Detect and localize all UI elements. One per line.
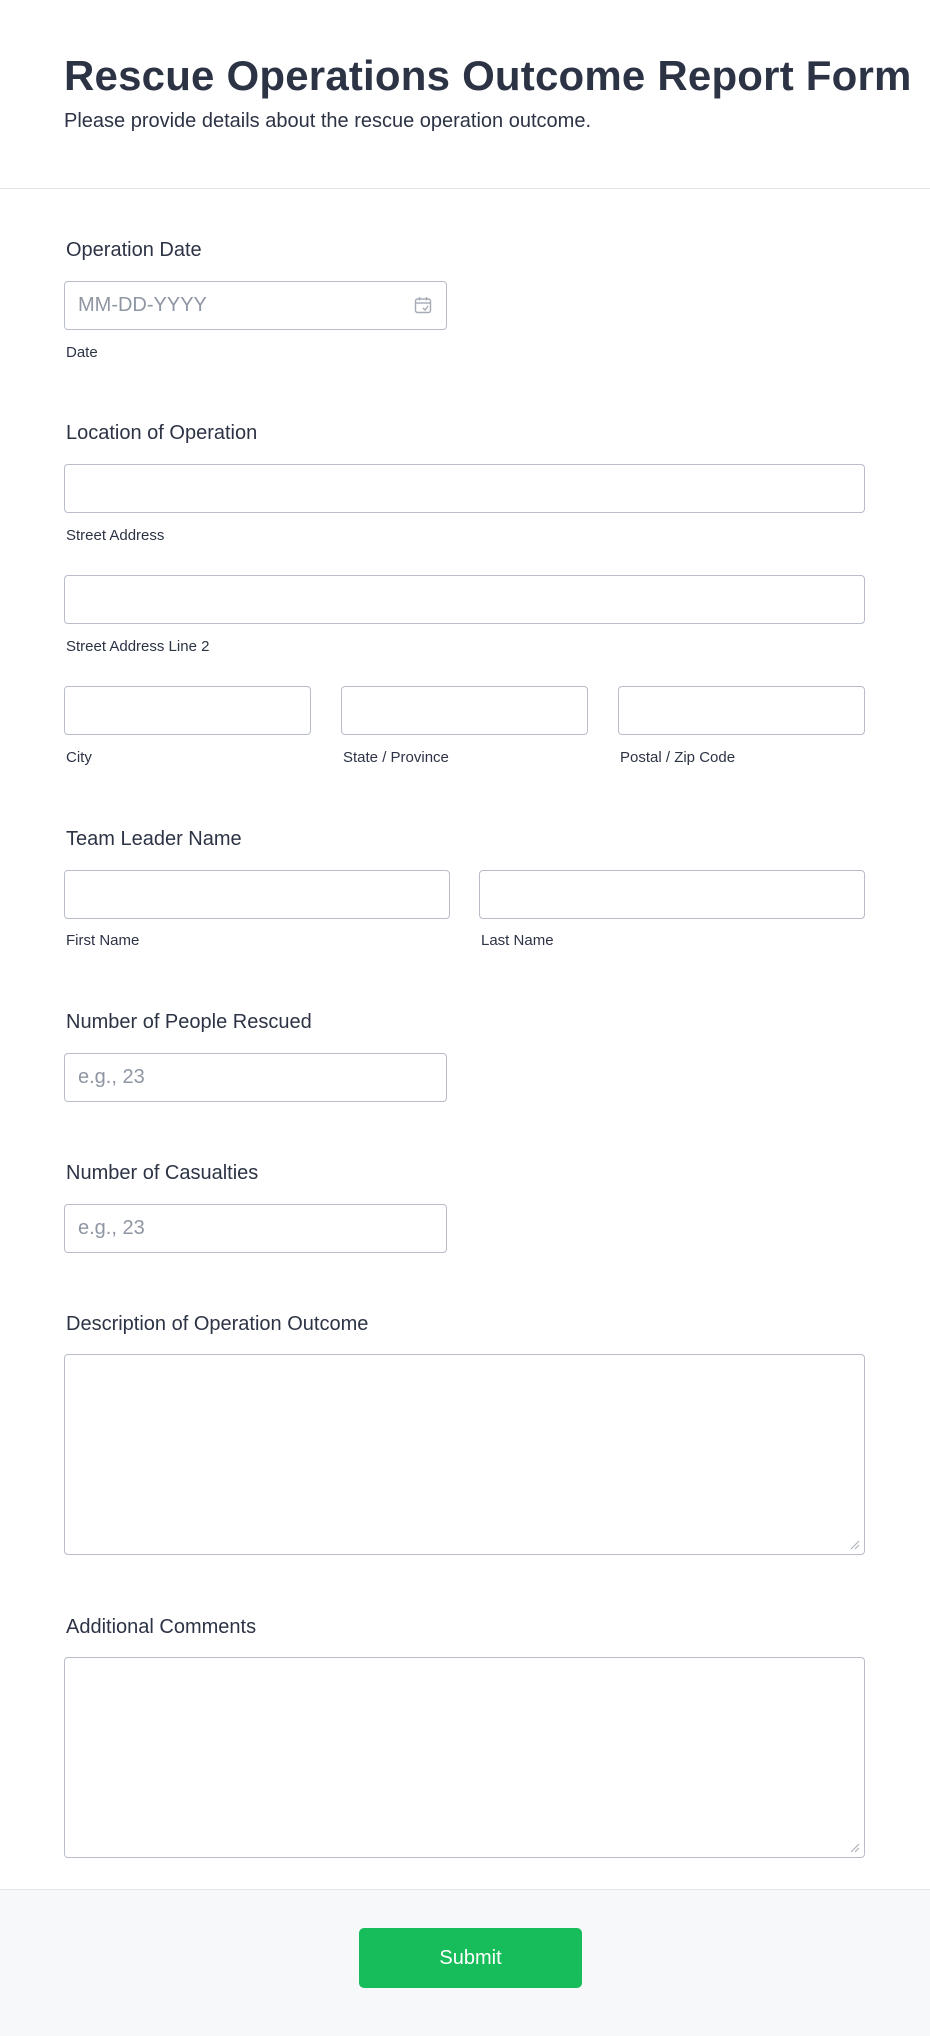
street-address-sublabel: Street Address [66,527,165,544]
state-province-input[interactable] [341,686,588,735]
description-label: Description of Operation Outcome [66,1313,369,1335]
form-subtitle: Please provide details about the rescue operation outcome. [64,110,592,132]
team-leader-label: Team Leader Name [66,828,242,850]
form-footer [0,1889,930,2036]
casualties-placeholder: e.g., 23 [78,1217,145,1239]
state-province-sublabel: State / Province [343,749,449,766]
calendar-icon[interactable] [414,296,432,314]
comments-textarea[interactable] [64,1657,865,1858]
casualties-label: Number of Casualties [66,1162,259,1184]
street-address-input[interactable] [64,464,865,513]
people-rescued-placeholder: e.g., 23 [78,1066,145,1088]
city-sublabel: City [66,749,92,766]
people-rescued-input[interactable] [64,1053,447,1102]
last-name-input[interactable] [479,870,865,919]
postal-zip-input[interactable] [618,686,865,735]
postal-zip-sublabel: Postal / Zip Code [620,749,736,766]
operation-date-label: Operation Date [66,239,202,261]
operation-date-sublabel: Date [66,344,98,361]
operation-date-placeholder: MM-DD-YYYY [78,294,207,316]
casualties-input[interactable] [64,1204,447,1253]
first-name-input[interactable] [64,870,450,919]
form-title: Rescue Operations Outcome Report Form [64,52,912,99]
location-label: Location of Operation [66,422,258,444]
submit-button[interactable]: Submit [359,1928,582,1988]
street-address-line2-input[interactable] [64,575,865,624]
resize-handle-icon[interactable] [850,1843,860,1853]
comments-label: Additional Comments [66,1616,257,1638]
description-textarea[interactable] [64,1354,865,1555]
people-rescued-label: Number of People Rescued [66,1011,312,1033]
form-header [0,0,930,189]
city-input[interactable] [64,686,311,735]
street-address-line2-sublabel: Street Address Line 2 [66,638,210,655]
last-name-sublabel: Last Name [481,932,554,949]
operation-date-input[interactable] [64,281,447,330]
first-name-sublabel: First Name [66,932,140,949]
resize-handle-icon[interactable] [850,1540,860,1550]
